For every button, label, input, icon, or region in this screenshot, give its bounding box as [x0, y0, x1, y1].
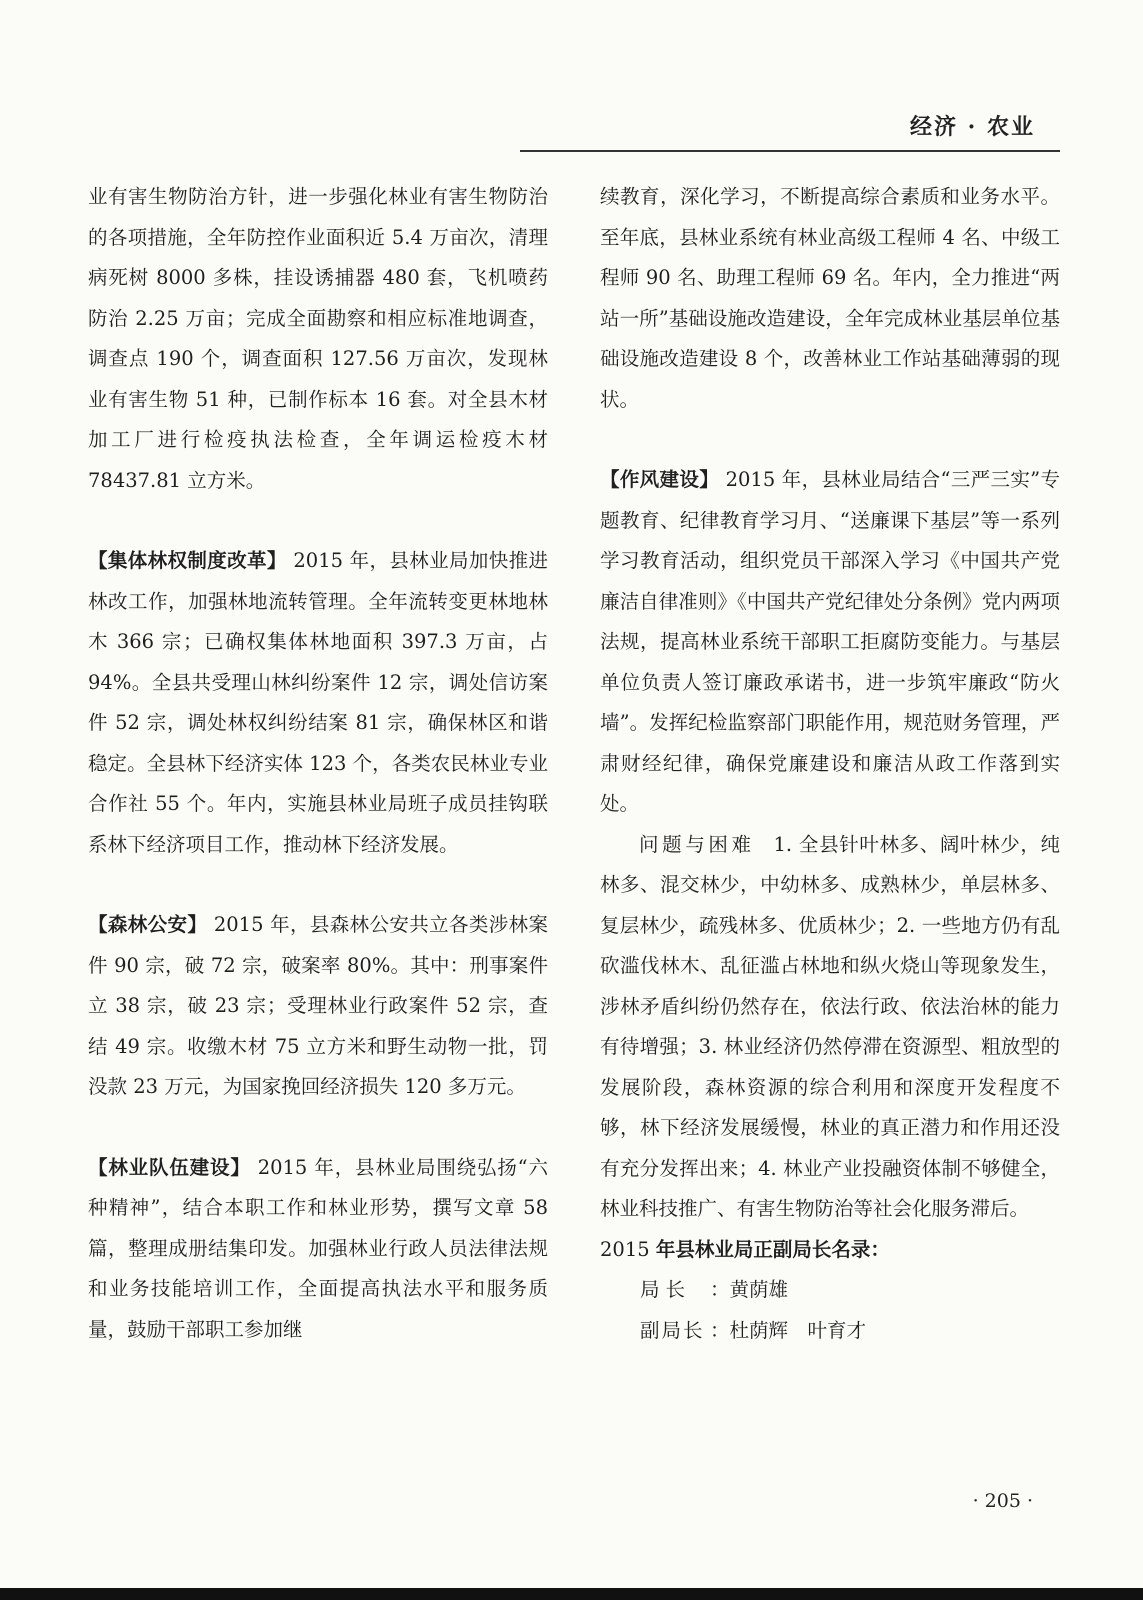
- section-gap: [600, 420, 1060, 460]
- roster-row: [600, 1270, 1060, 1311]
- section-forestry-team: [88, 1148, 548, 1351]
- section-heading: 【作风建设】: [600, 468, 720, 491]
- section-gap: [88, 865, 548, 905]
- roster-colon: ：: [710, 1318, 730, 1342]
- section-title: 经济 · 农业: [910, 114, 1035, 140]
- left-column: [88, 177, 548, 1350]
- roster-names: 黄荫雄: [729, 1278, 789, 1301]
- right-column: [600, 177, 1060, 1351]
- roster-title: [600, 1230, 1060, 1271]
- section-heading: 【集体林权制度改革】: [88, 549, 287, 572]
- issues-paragraph: [600, 825, 1060, 1230]
- roster-names: 杜荫辉 叶育才: [729, 1318, 867, 1342]
- continued-paragraph: 业有害生物防治方针，进一步强化林业有害生物防治的各项措施，全年防控作业面积近 5.4 万亩次，清理病死树 8000 多株，挂设诱捕器 480 套，飞机喷药防治 2.25 万亩；完成全面勘察和相应标准地调查，调查点 190 个，调查面积 127.56 万亩次，发现林业有害生物 51 种，已制作标本 16 套。对全县木材加工厂进行检疫执法检查，全年调运检疫木材 78437.81 立方米。: [88, 185, 548, 492]
- section-work-style: [600, 460, 1060, 825]
- section-heading: 【森林公安】: [88, 913, 208, 936]
- section-body: 2015 年，县林业局加快推进林改工作，加强林地流转管理。全年流转变更林地林木 366 宗；已确权集体林地面积 397.3 万亩，占 94%。全县共受理山林纠纷案件 12 宗，调处信访案件 52 宗，调处林权纠纷结案 81 宗，确保林区和谐稳定。全县林下经济实体 123 个，各类农民林业专业合作社 55 个。年内，实施县林业局班子成员挂钩联系林下经济项目工作，推动林下经济发展。: [88, 549, 548, 856]
- section-body: 2015 年，县林业局围绕弘扬“六种精神”，结合本职工作和林业形势，撰写文章 58 篇，整理成册结集印发。加强林业行政人员法律法规和业务技能培训工作，全面提高执法水平和服务质量，鼓励干部职工参加继: [88, 1155, 548, 1341]
- header-rule: [520, 150, 1060, 152]
- roster-title-year: 2015: [600, 1237, 650, 1261]
- page-number: · 205 ·: [972, 1490, 1033, 1512]
- scan-bottom-edge: [0, 1588, 1143, 1600]
- roster-colon: ：: [710, 1278, 730, 1301]
- roster-role: 局长: [640, 1278, 692, 1301]
- section-collective-forest-reform: [88, 541, 548, 865]
- roster-title-text: 年县林业局正副局长名录：: [655, 1237, 890, 1261]
- section-body: 2015 年，县森林公安共立各类涉林案件 90 宗，破 72 宗，破案率 80%。其中：刑事案件立 38 宗，破 23 宗；受理林业行政案件 52 宗，查结 49 宗。收缴木材 75 立方米和野生动物一批，罚没款 23 万元，为国家挽回经济损失 120 多万元。: [88, 913, 548, 1098]
- section-gap: [88, 1108, 548, 1148]
- section-gap: [88, 501, 548, 541]
- roster-role: 副局长: [640, 1318, 705, 1342]
- section-forest-police: [88, 905, 548, 1108]
- section-heading: 【林业队伍建设】: [88, 1155, 251, 1179]
- continued-paragraph: 续教育，深化学习，不断提高综合素质和业务水平。至年底，县林业系统有林业高级工程师 4 名、中级工程师 90 名、助理工程师 69 名。年内，全力推进“两站一所”基础设施改造建设，全年完成林业基层单位基础设施改造建设 8 个，改善林业工作站基础薄弱的现状。: [600, 185, 1060, 411]
- issues-body: 1. 全县针叶林多、阔叶林少，纯林多、混交林少，中幼林多、成熟林少，单层林多、复层林少，疏残林多、优质林少；2. 一些地方仍有乱砍滥伐林木、乱征滥占林地和纵火烧山等现象发生，涉林矛盾纠纷仍然存在，依法行政、依法治林的能力有待增强；3. 林业经济仍然停滞在资源型、粗放型的发展阶段，森林资源的综合利用和深度开发程度不够，林下经济发展缓慢，林业的真正潜力和作用还没有充分发挥出来；4. 林业产业投融资体制不够健全，林业科技推广、有害生物防治等社会化服务滞后。: [600, 832, 1060, 1220]
- section-body: 2015 年，县林业局结合“三严三实”专题教育、纪律教育学习月、“送廉课下基层”等一系列学习教育活动，组织党员干部深入学习《中国共产党廉洁自律准则》《中国共产党纪律处分条例》党内两项法规，提高林业系统干部职工拒腐防变能力。与基层单位负责人签订廉政承诺书，进一步筑牢廉政“防火墙”。发挥纪检监察部门职能作用，规范财务管理，严肃财经纪律，确保党廉建设和廉洁从政工作落到实处。: [600, 468, 1060, 815]
- roster-row: [600, 1311, 1060, 1352]
- issues-label: 问题与困难: [639, 832, 755, 856]
